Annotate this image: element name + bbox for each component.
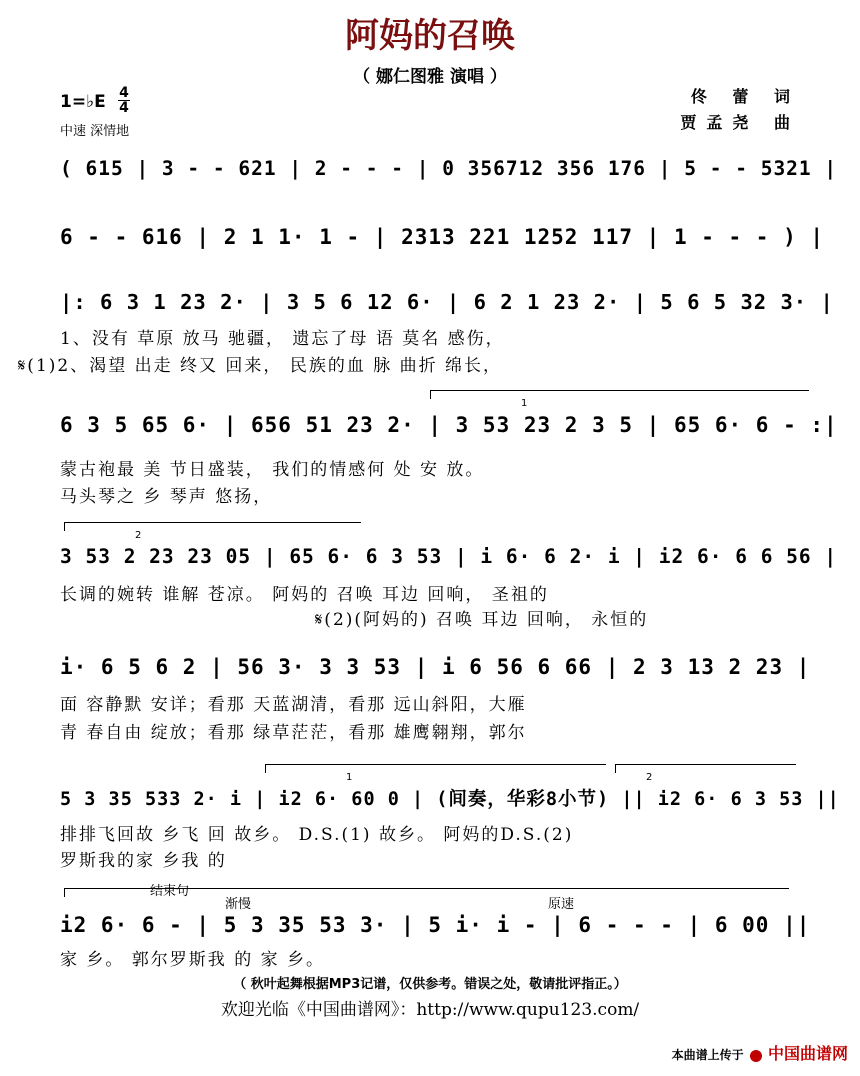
upload-credit xyxy=(672,1041,848,1064)
lyric-row-7: 面 容静默 安详；看那 天蓝湖清，看那 远山斜阳，大雁 xyxy=(60,695,527,715)
brand-name: 中国曲谱网 xyxy=(767,1044,848,1063)
music-row-4: 6 3 5 65 6· | 656 51 23 2· | 3 53 23 2 3 5 | 65 6· 6 - :| xyxy=(60,413,838,437)
tempo-marking: 中速 深情地 xyxy=(60,124,130,139)
ending-label: 结束句 xyxy=(150,884,190,899)
volta-2-bracket xyxy=(64,522,361,541)
lyric-row-4: 马头琴之 乡 琴声 悠扬， xyxy=(60,487,273,507)
lyric-row-5: 长调的婉转 谁解 苍凉。 阿妈的 召唤 耳边 回响， 圣祖的 xyxy=(60,585,549,605)
lyric-row-6: 𝄋(2)(阿妈的) 召唤 耳边 回响， 永恒的 xyxy=(315,610,649,630)
music-row-8: i2 6· 6 - | 5 3 35 53 3· | 5 i· i - | 6 - - - | 6 00 || xyxy=(60,913,811,937)
upload-label: 本曲谱上传于 xyxy=(671,1048,744,1062)
music-row-6: i· 6 5 6 2 | 56 3· 3 3 53 | i 6 56 6 66 | 2 3 13 2 23 | xyxy=(60,655,811,679)
slowing-mark: 渐慢 xyxy=(225,897,252,912)
logo-icon xyxy=(750,1050,762,1062)
original-tempo-mark: 原速 xyxy=(548,897,575,912)
lyric-row-3: 蒙古袍最 美 节日盛装， 我们的情感何 处 安 放。 xyxy=(60,460,485,480)
lyric-row-11: 家 乡。 郭尔罗斯我 的 家 乡。 xyxy=(60,950,326,970)
transcriber-footnote: （ 秋叶起舞根据MP3记谱，仅供参考。错误之处，敬请批评指正。） xyxy=(233,977,627,992)
lyricist-credit: 佟 蕾 词 xyxy=(690,87,800,106)
lyric-row-8: 青 春自由 绽放；看那 绿草茫茫，看那 雄鹰翱翔，郭尔 xyxy=(60,723,527,743)
music-row-7: 5 3 35 533 2· i | i2 6· 60 0 | (间奏，华彩8小节) || i2 6· 6 3 53 || xyxy=(60,789,840,810)
volta-2-number-lower: 2 xyxy=(646,772,653,783)
volta-1-number-lower: 1 xyxy=(346,772,353,783)
music-row-3: |: 6 3 1 23 2· | 3 5 6 12 6· | 6 2 1 23 2· | 5 6 5 32 3· | xyxy=(60,290,834,314)
time-signature xyxy=(118,86,130,115)
meter-bottom: 4 xyxy=(119,100,129,116)
music-row-5: 3 53 2 23 23 05 | 65 6· 6 3 53 | i 6· 6 2· i | i2 6· 6 6 56 | xyxy=(60,545,838,568)
key-signature: 1=♭E xyxy=(60,92,106,112)
song-title: 阿妈的召唤 xyxy=(345,16,515,56)
lyric-row-9: 排排飞回故 乡飞 回 故乡。 D.S.(1) 故乡。 阿妈的D.S.(2) xyxy=(60,825,574,845)
volta-1-number: 1 xyxy=(521,398,528,409)
volta-2-bracket-lower xyxy=(615,764,796,783)
lyric-row-10: 罗斯我的家 乡我 的 xyxy=(60,851,227,871)
music-row-1: ( 615 | 3 - - 621 | 2 - - - | 0 356712 356 176 | 5 - - 5321 | xyxy=(60,157,838,180)
lyric-row-2: 𝄋(1)2、渴望 出走 终又 回来， 民族的血 脉 曲折 绵长， xyxy=(18,356,503,376)
volta-1-bracket xyxy=(430,390,809,409)
performer-line: （ 娜仁图雅 演唱 ） xyxy=(353,67,507,87)
lyric-row-1: 1、没有 草原 放马 驰疆， 遗忘了母 语 莫名 感伤， xyxy=(60,329,505,349)
meter-top: 4 xyxy=(119,85,129,101)
music-row-2: 6 - - 616 | 2 1 1· 1 - | 2313 221 1252 117 | 1 - - - ) | xyxy=(60,225,825,249)
composer-credit: 贾孟尧 曲 xyxy=(680,113,800,132)
volta-2-number: 2 xyxy=(135,530,142,541)
volta-1-bracket-lower xyxy=(265,764,606,783)
site-welcome: 欢迎光临《中国曲谱网》：http://www.qupu123.com/ xyxy=(220,1000,640,1020)
